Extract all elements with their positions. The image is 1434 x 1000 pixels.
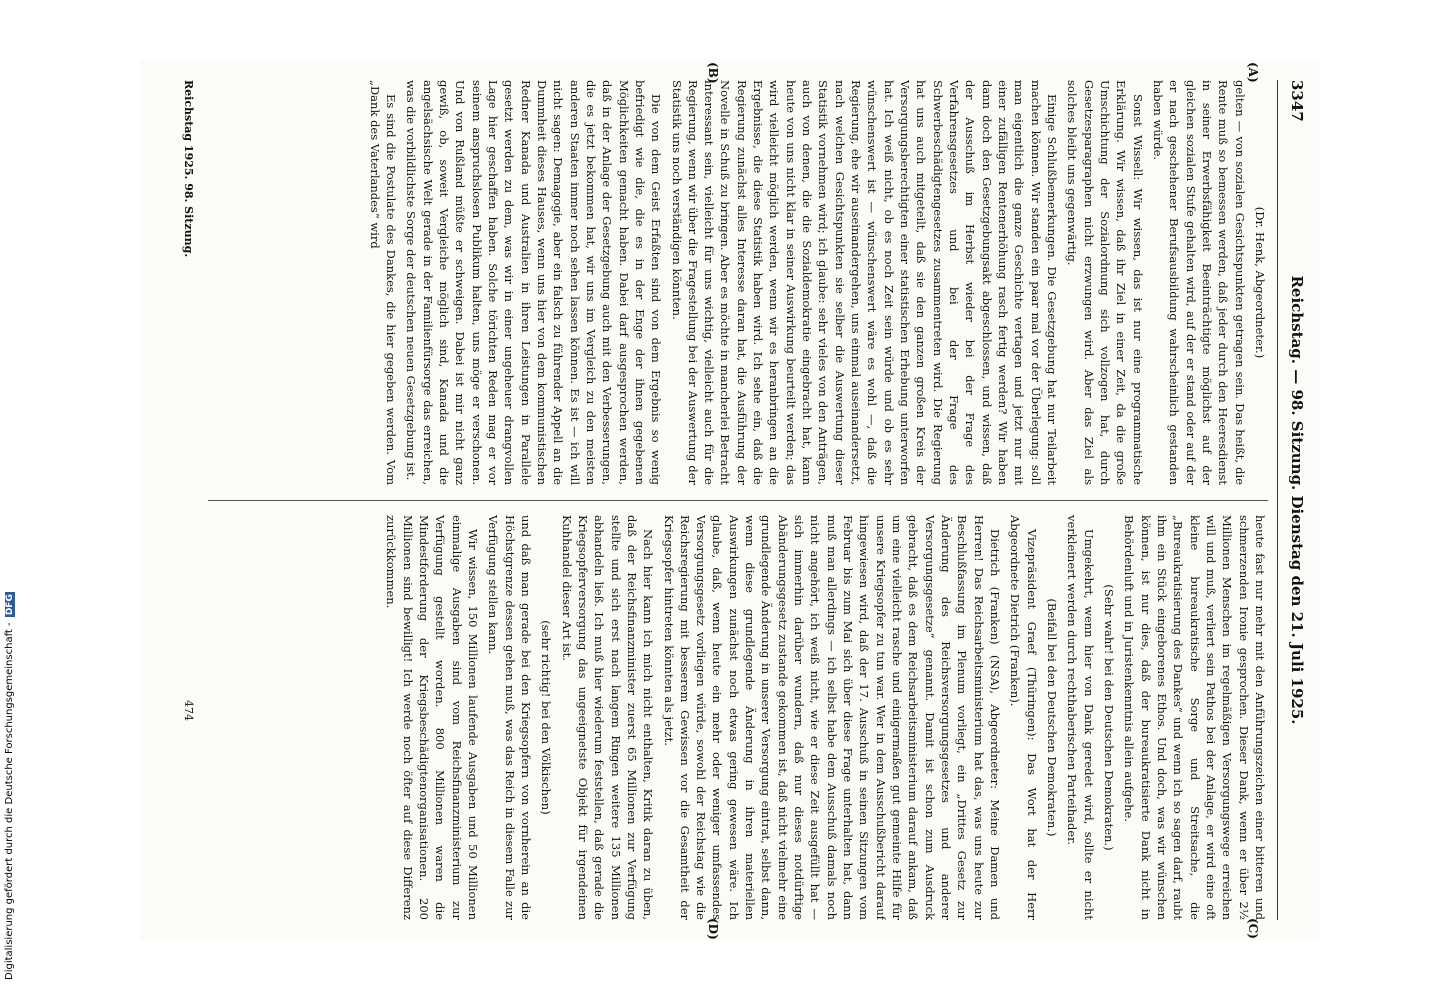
page-number: 3347 xyxy=(1288,80,1306,122)
paragraph: Umgekehrt, wenn hier von Dank geredet wird, sollte er nicht verkleinert werden durch rechthaberischen Parteihader. xyxy=(1065,515,1096,920)
paragraph: Einige Schlußbemerkungen. Die Gesetzgebung hat nur Teilarbeit machen können. Wir standen ein paar mal vor der Überlegung: soll man eigentlich die ganze Geschichte vertagen und jetzt nur mit einer zufälligen Rentenerhöhung rasch fertig werden? Wir haben dann doch den Gesetzgebungsakt abgeschlossen, und wissen, daß der Ausschuß im Herbst wieder bei der Frage des Verfahrensgesetzes und bei der Frage des Schwerbeschädigtengesetzes zusammentreten wird. Die Regierung hat uns auch mitgeteilt, daß sie den ganzen großen Kreis der Versorgungsberechtigten einer statistischen Erhebung unterworfen hat. Ich weiß nicht, ob es noch Zeit sein würde und ob es sehr wünschenswert ist — wünschenswert wäre es wohl —, daß die Regierung, ehe wir auseinandergehen, uns einmal auseinandersetzt, nach welchen Gesichtspunkten sie selber die Auswertung dieser Statistik vornehmen wird; ich glaube: sehr vieles von den Anträgen, auch von denen, die die Sozialdemokratie eingebracht hat, kann heute von uns nicht klar in seiner Auswirkung beurteilt werden; das wird vielleicht möglich werden, wenn wir es heranbringen an die Ergebnisse, die diese Statistik haben wird. Ich sehe ein, daß die Regierung zunächst alles Interesse daran hat, die Ausführung der Novelle in Schuß zu bringen. Aber es möchte in mancherlei Betracht interessant sein, vielleicht für uns wichtig, vielleicht auch für die Regierung, wenn wir über die Fragestellung bei der Auswertung der Statistik uns noch verständigen könnten. xyxy=(669,80,1060,485)
marker-b: (B) xyxy=(706,62,720,84)
column-right xyxy=(208,515,1268,920)
footer-page-number: 474 xyxy=(182,700,195,721)
paragraph: Dietrich (Franken) (NSA), Abgeordneter: Meine Damen und Herren! Das Reichsarbeitsministerium hat das, was uns heute zur Beschlußfassung im Plenum vorliegt, ein „Drittes Gesetz zur Änderung des Reichsversorgungsgesetzes und anderer Versorgungsgesetze“ genannt. Damit ist schon zum Ausdruck gebracht, daß es dem Reichsarbeitsministerium darauf ankam, daß um eine vielleicht rasche und einigermaßen gut gemeinte Hilfe für unsere Kriegsopfer zu tun war. Wer in dem Ausschußbericht darauf hingewiesen wird, daß der 17. Ausschuß in seinen Sitzungen vom Februar bis zum Mai sich über diese Frage unterhalten hat, dann muß man allerdings — ich selbst habe dem Ausschuß damals noch nicht angehört, ich weiß nicht, wie er diese Zeit ausgefüllt hat — sich immerhin darüber wundern, daß nur dieses notdürftige Abänderungsgesetz zustande gekommen ist, daß nicht vielmehr eine grundlegende Änderung in unserer Versorgung eintrat, selbst dann, wenn diese grundlegende Änderung in ihren materiellen Auswirkungen zunächst noch etwas gering gewesen wäre. Ich glaube, daß, wenn heute ein mehr oder weniger umfassendes Versorgungsgesetz vorliegen würde, sowohl der Reichstag wie die Reichsregierung mit besserem Gewissen vor die Gesamtheit der Kriegsopfer hintreten könnten als jetzt. xyxy=(661,515,1003,920)
paragraph: Es sind die Postulate des Dankes, die hier gegeben werden. Vom „Dank des Vaterlandes“ wird xyxy=(367,80,398,485)
interjection: (sehr richtig! bei den Völkischen) xyxy=(539,620,554,815)
paragraph: Vizepräsident Graef (Thüringen): Das Wort hat der Herr Abgeordnete Dietrich (Franken). xyxy=(1008,515,1039,920)
scanned-page xyxy=(140,60,1320,940)
paragraph: Wir wissen, 150 Millionen laufende Ausgaben und 50 Millionen einmalige Ausgaben sind vom Reichsfinanzministerium zur Verfügung gestellt worden. 800 Millionen waren die Mindestforderung der Kriegsbeschädigtenorganisationen. 200 Millionen sind bewilligt! Ich werde noch öfter auf diese Differenz zurückkommen. xyxy=(384,515,480,920)
marker-d: (D) xyxy=(706,918,720,940)
footer-session: Reichstag 1925. 98. Sitzung. xyxy=(182,80,195,258)
marker-c: (C) xyxy=(1246,918,1260,939)
digitization-credit xyxy=(4,592,15,980)
credit-text: Digitalisierung gefördert durch die Deutsche Forschungsgemeinschaft - xyxy=(4,622,15,980)
running-title: Reichstag. — 98. Sitzung. Dienstag den 21. Juli 1925. xyxy=(1288,275,1306,725)
paragraph: Die von dem Geist Erfaßten sind von dem Ergebnis so wenig befriedigt wie die, die es in der Enge der ihnen gegebenen Möglichkeiten gemacht haben. Dabei darf ausgesprochen werden, daß in der Anlage der Gesetzgebung auch mit den Verbesserungen, die es jetzt bekommen hat, wir uns im Vergleich zu den meisten anderen Staaten immer noch sehen lassen können. Es ist — ich will nicht sagen: Demagogie, aber ein falsch zu führender Appell an die Dummheit dieses Hauses, wenn uns hier von dem kommunistischen Redner Kanada und Australien in ihren Leistungen in Parallele gesetzt werden zu dem, was wir in einer ungeheuer drangvollen Lage hier geschaffen haben. Solche törichten Reden mag er vor seinem anspruchslosen Publikum halten, uns möge er verschonen. Und von Rußland müßte er schweigen. Dabei ist mir nicht ganz gewiß, ob, soweit Vergleiche möglich sind, Kanada und die angelsächsische Welt gerade in der Familienfürsorge das erreichen, was die vorbildlichste Sorge der deutschen neuen Gesetzgebung ist. xyxy=(404,80,664,485)
paragraph: Nach hier kann ich mich nicht enthalten, Kritik daran zu üben, daß der Reichsfinanzminister zuerst 65 Millionen zur Verfügung stellte und sich erst nach langem Ringen weitere 135 Millionen abhandeln ließ. Ich muß hier wiederum feststellen, daß gerade die Kriegsopferversorgung das ungeeignetste Objekt für irgendeinen Kuhhandel dieser Art ist. xyxy=(559,515,656,920)
marker-a: (A) xyxy=(1246,62,1260,83)
dfg-logo: DFG xyxy=(5,594,15,616)
paragraph: und daß man gerade bei den Kriegsopfern von vornherein an die Höchstgrenze dessen gehen muß, was das Reich in diesem Falle zur Verfügung stellen kann. xyxy=(486,515,533,920)
speaker-line: (Dr. Henk, Abgeordneter.) xyxy=(1253,206,1267,359)
column-divider xyxy=(208,500,1268,501)
rotated-content xyxy=(140,60,1320,940)
header-rule xyxy=(1277,80,1278,920)
interjection: (Sehr wahr! bei den Deutschen Demokraten.) xyxy=(1102,584,1117,851)
paragraph: gelten — von sozialen Gesichtspunkten getragen sein. Das heißt, die Rente muß so bemessen werden, daß jeder durch den Heeresdienst in seiner Erwerbsfähigkeit Beeinträchtigte möglichst auf der gleichen sozialen Stufe gehalten wird, auf der er stand oder auf der er nach geschehener Berufsausbildung wahrscheinlich gestanden haben würde. xyxy=(1151,80,1247,485)
interjection: (Beifall bei den Deutschen Demokraten.) xyxy=(1045,598,1060,837)
paragraph: Sonst Wissell: Wir wissen, das ist nur eine programmatische Erklärung. Wir wissen, daß ihr Ziel in einer Zeit, da die große Umschichtung der Sozialordnung sich vollzogen hat, durch Gesetzesparagraphen nicht erzwungen wird. Aber das Ziel als solches bleibt uns gegenwärtig. xyxy=(1065,80,1145,485)
column-left xyxy=(208,80,1268,485)
paragraph: heute fast nur mehr mit den Anführungszeichen einer bitteren und schmerzenden Ironie gesprochen. Dieser Dank, wenn er über 2½ Millionen Menschen im regelmäßigen Versorgungswege erreichen will und muß, verliert sein Pathos bei der Anlage, er wird eine oft kleine bureaukratische Sorge und Streitsache, die „Bureaukratisierung des Dankes“ und wenn ich so sagen darf, raubt ihm ein Stück eingeborenes Ethos. Und doch, was wir wünschen können, ist nur dies, daß der bureaukratisierte Dank nicht in Behördenluft und in Juristenkenntnis allein aufgehe. xyxy=(1122,515,1267,920)
page-header xyxy=(1280,80,1306,920)
